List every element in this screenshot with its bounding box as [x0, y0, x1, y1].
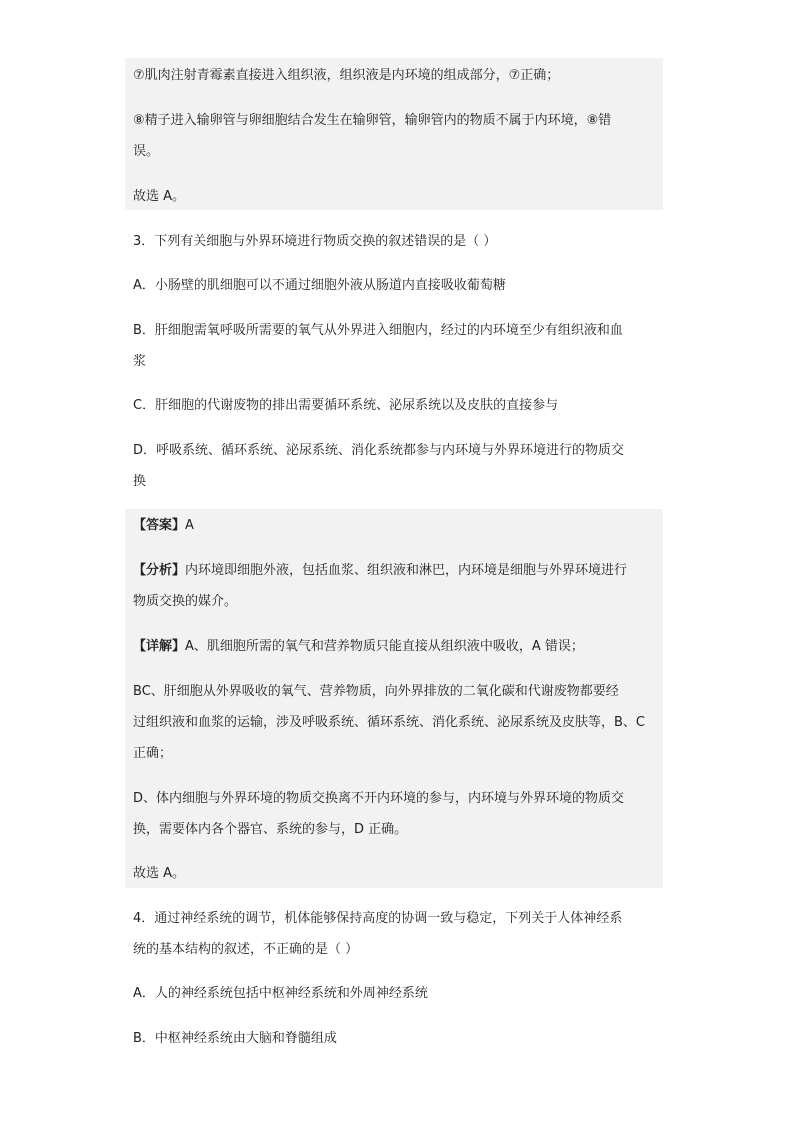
question-stem: 3．下列有关细胞与外界环境进行物质交换的叙述错误的是（ ）	[133, 234, 497, 249]
text-line: 过组织液和血浆的运输，涉及呼吸系统、循环系统、消化系统、泌尿系统及皮肤等，B、C	[133, 715, 645, 730]
text-line: 误。	[133, 144, 160, 159]
option-d: D．呼吸系统、循环系统、泌尿系统、消化系统都参与内环境与外界环境进行的物质交	[133, 443, 625, 458]
detail-text: A、肌细胞所需的氧气和营养物质只能直接从组织液中吸收，A 错误；	[185, 639, 584, 654]
detail-tag: 【详解】	[133, 639, 186, 654]
text-line: 物质交换的媒介。	[133, 594, 238, 609]
question-stem-cont: 统的基本结构的叙述，不正确的是（ ）	[133, 942, 359, 957]
option-a: A．人的神经系统包括中枢神经系统和外周神经系统	[133, 986, 428, 1001]
answer-value: A	[185, 518, 194, 533]
analysis-tag: 【分析】	[133, 563, 186, 578]
option-b-cont: 浆	[133, 354, 147, 369]
text-line: 故选 A。	[133, 866, 186, 881]
analysis-text: 内环境即细胞外液，包括血浆、组织液和淋巴，内环境是细胞与外界环境进行	[185, 563, 628, 578]
text-line: 换，需要体内各个器官、系统的参与，D 正确。	[133, 822, 408, 837]
answer-line	[133, 517, 194, 535]
text-line: BC、肝细胞从外界吸收的氧气、营养物质，向外界排放的二氧化碳和代谢废物都要经	[133, 684, 619, 699]
answer-tag: 【答案】	[133, 518, 186, 533]
question-stem: 4．通过神经系统的调节，机体能够保持高度的协调一致与稳定，下列关于人体神经系	[133, 911, 623, 926]
option-d-cont: 换	[133, 474, 147, 489]
text-line: D、体内细胞与外界环境的物质交换离不开内环境的参与，内环境与外界环境的物质交	[133, 791, 625, 806]
detail-line	[133, 638, 584, 656]
text-line: 故选 A。	[133, 189, 186, 204]
text-line: ⑧精子进入输卵管与卵细胞结合发生在输卵管，输卵管内的物质不属于内环境，⑧错	[133, 113, 612, 128]
option-a: A．小肠壁的肌细胞可以不通过细胞外液从肠道内直接吸收葡萄糖	[133, 278, 506, 293]
option-c: C．肝细胞的代谢废物的排出需要循环系统、泌尿系统以及皮肤的直接参与	[133, 398, 559, 413]
text-line: 正确；	[133, 746, 173, 761]
analysis-line	[133, 562, 627, 580]
text-line: ⑦肌肉注射青霉素直接进入组织液，组织液是内环境的组成部分，⑦正确；	[133, 68, 560, 83]
option-b: B．中枢神经系统由大脑和脊髓组成	[133, 1031, 337, 1046]
option-b: B．肝细胞需氧呼吸所需要的氧气从外界进入细胞内，经过的内环境至少有组织液和血	[133, 323, 623, 338]
